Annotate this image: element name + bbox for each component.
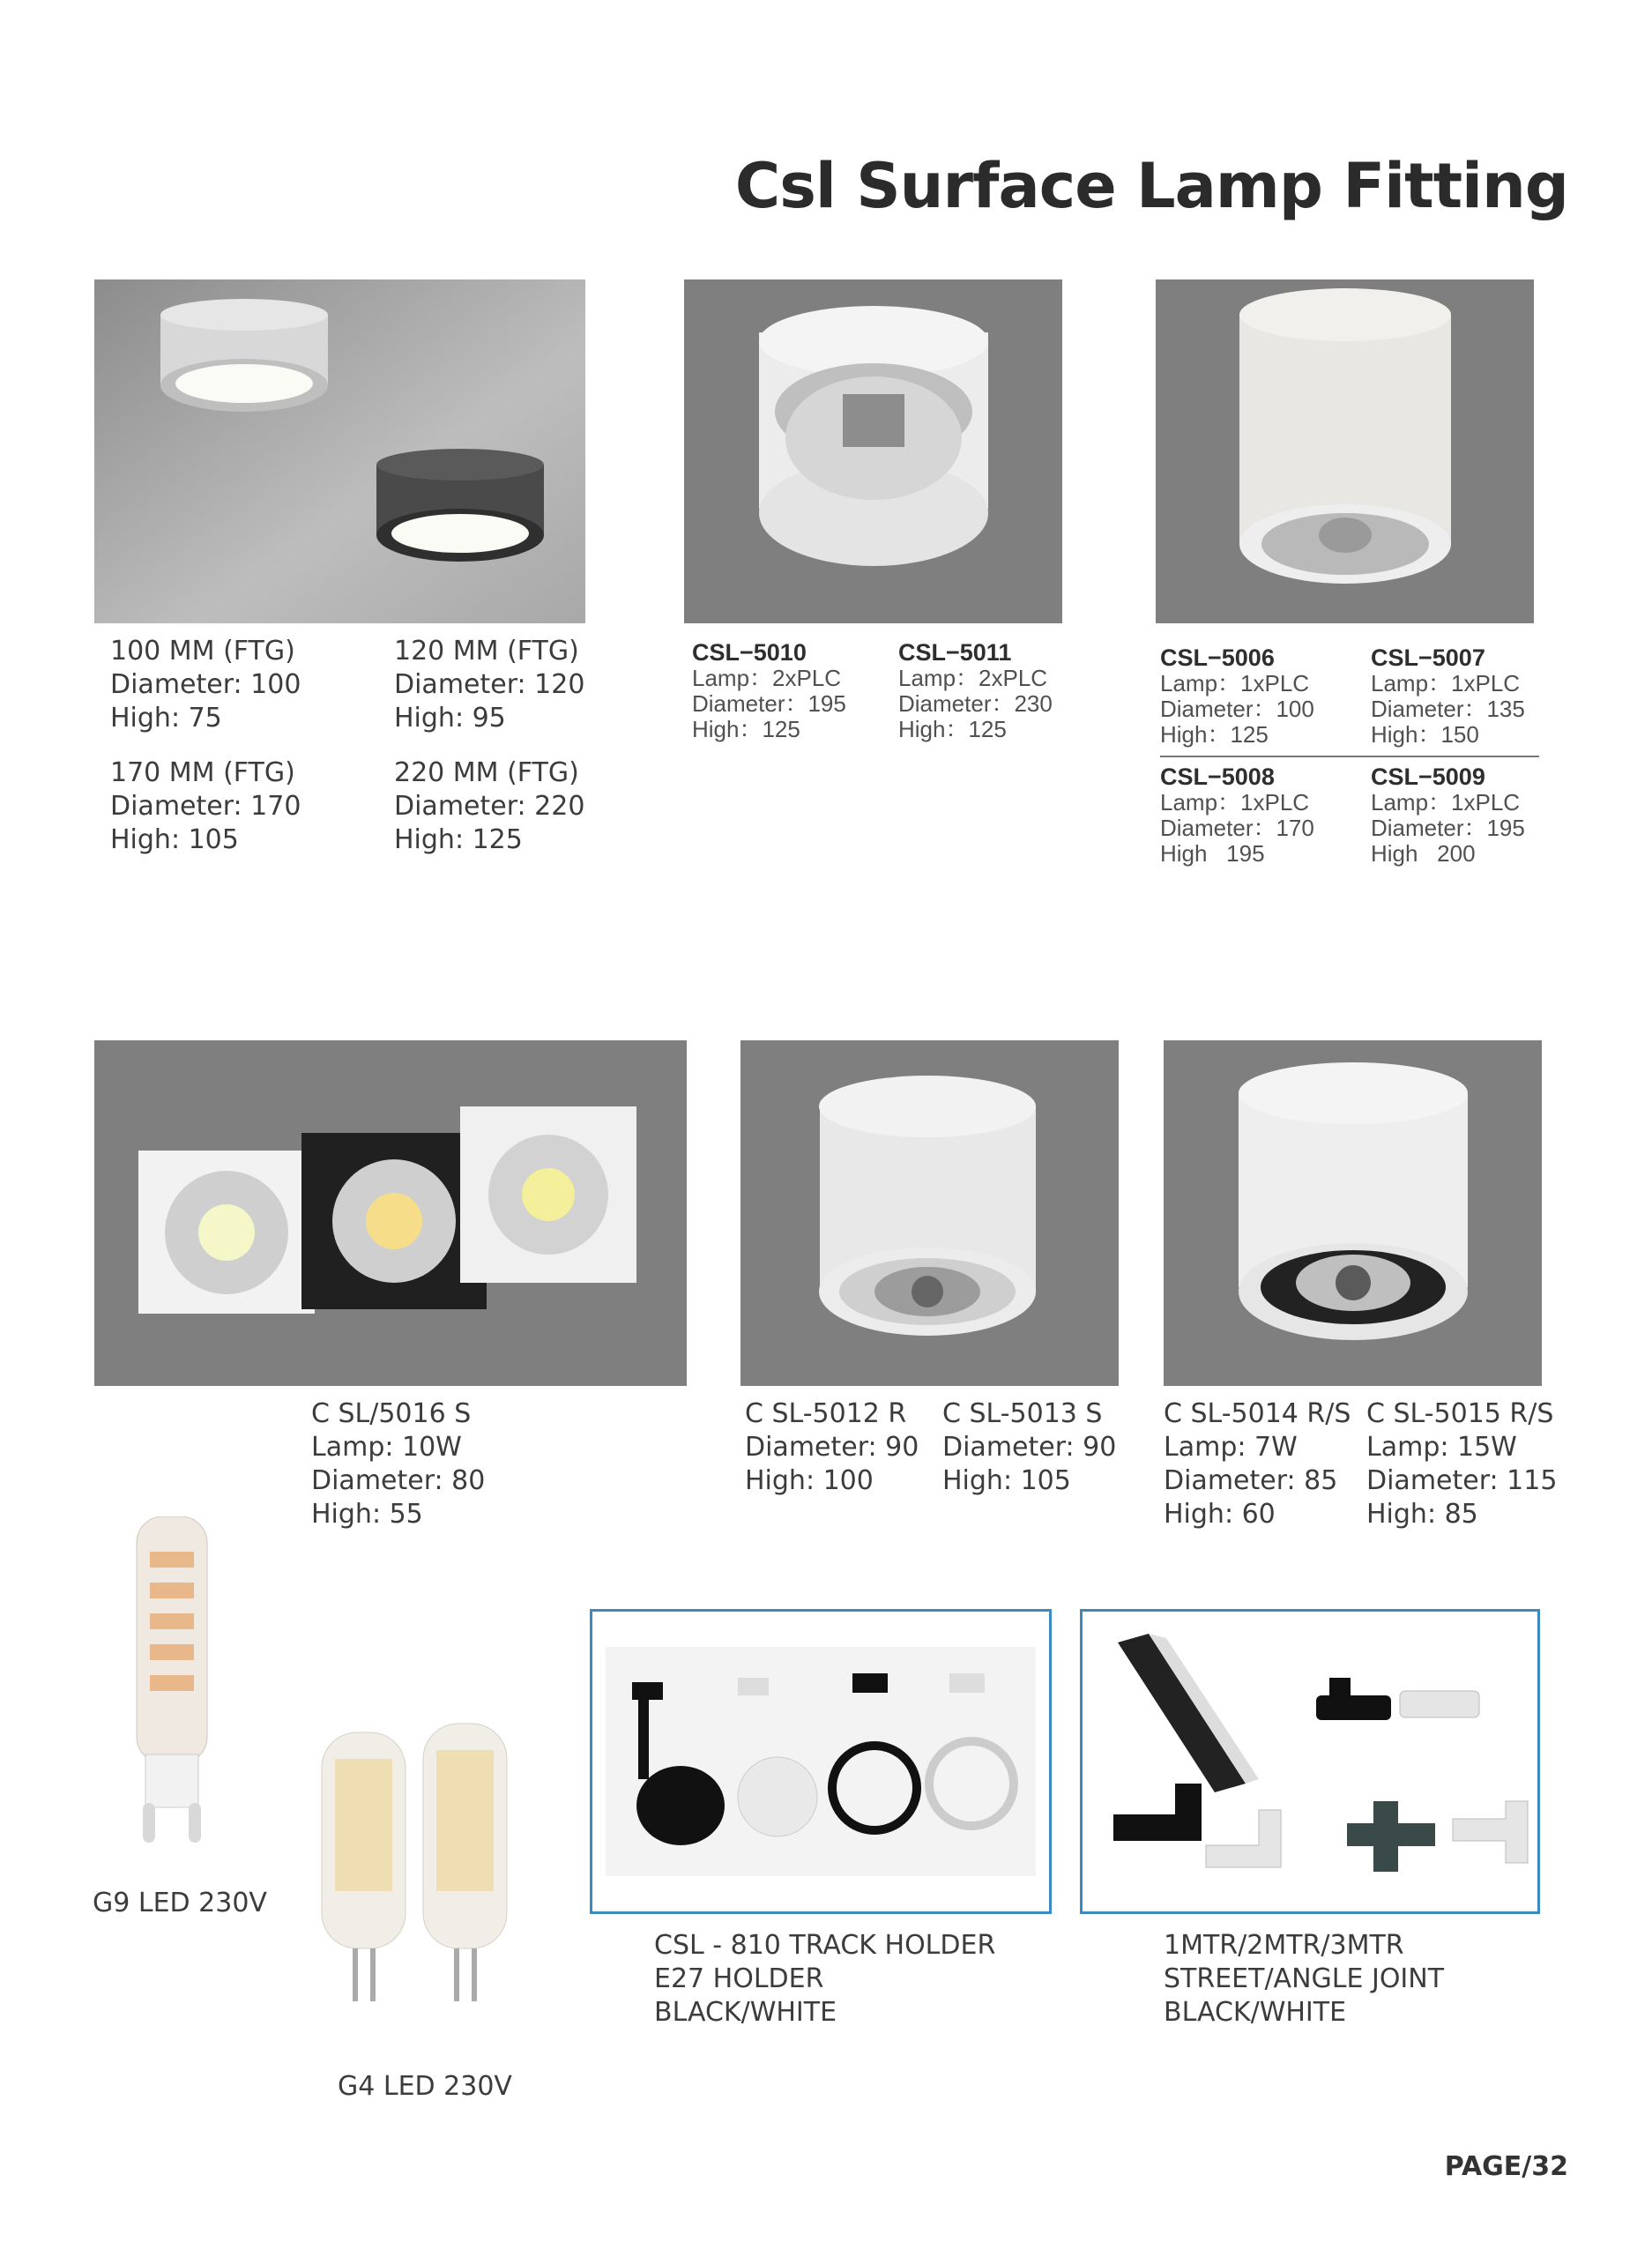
spec-csl-5013 [942, 1397, 1116, 1498]
spec-high: High：150 [1371, 721, 1479, 748]
spec-diameter: Diameter：195 [1371, 815, 1525, 841]
spec-diameter: Diameter: 120 [394, 669, 585, 700]
spec-csl-5007 [1371, 645, 1525, 748]
frame-track-rail [1080, 1609, 1540, 1914]
spec-diameter: Diameter: 90 [942, 1432, 1117, 1463]
frame-track-holder [590, 1609, 1052, 1914]
spec-diameter: Diameter：195 [692, 690, 846, 717]
spec-high: High: 75 [110, 703, 222, 734]
caption-line: CSL - 810 TRACK HOLDER [654, 1930, 996, 1961]
spec-code: CSL−5010 [692, 639, 807, 666]
spec-diameter: Diameter：135 [1371, 696, 1525, 722]
photo-g4-bulbs [313, 1719, 516, 2010]
spec-high: High：125 [1160, 721, 1269, 748]
spec-name: 100 MM (FTG) [110, 636, 295, 667]
spec-code: CSL−5009 [1371, 764, 1485, 790]
spec-code: C SL-5013 S [942, 1398, 1103, 1429]
spec-diameter: Diameter：100 [1160, 696, 1314, 722]
spec-high: High: 105 [942, 1465, 1071, 1496]
spec-diameter: Diameter: 115 [1366, 1465, 1558, 1496]
spec-name: 120 MM (FTG) [394, 636, 579, 667]
spec-high: High: 95 [394, 703, 506, 734]
caption-line: 1MTR/2MTR/3MTR [1164, 1930, 1404, 1961]
spec-diameter: Diameter: 100 [110, 669, 301, 700]
spec-ftg-120 [394, 635, 584, 735]
spec-diameter: Diameter: 220 [394, 791, 585, 822]
spec-high: High: 85 [1366, 1499, 1478, 1530]
spec-diameter: Diameter：170 [1160, 815, 1314, 841]
caption-line: BLACK/WHITE [654, 1997, 837, 2028]
spec-code: C SL/5016 S [311, 1398, 472, 1429]
spec-lamp: Lamp: 15W [1366, 1432, 1517, 1463]
spec-csl-5009 [1371, 764, 1525, 867]
spec-csl-5010 [692, 640, 846, 742]
spec-high: High: 55 [311, 1499, 423, 1530]
page-title: Csl Surface Lamp Fitting [734, 150, 1568, 222]
spec-csl-5011 [898, 640, 1053, 742]
spec-lamp: Lamp: 10W [311, 1432, 462, 1463]
spec-csl-5006 [1160, 645, 1314, 748]
spec-lamp: Lamp：1xPLC [1371, 670, 1521, 696]
spec-code: CSL−5008 [1160, 764, 1275, 790]
spec-code: CSL−5007 [1371, 644, 1485, 671]
spec-code: C SL-5014 R/S [1164, 1398, 1351, 1429]
spec-name: 220 MM (FTG) [394, 757, 579, 788]
spec-csl-5008 [1160, 764, 1314, 867]
spec-code: C SL-5015 R/S [1366, 1398, 1554, 1429]
spec-name: 170 MM (FTG) [110, 757, 295, 788]
photo-csl-5006 [1156, 279, 1534, 623]
photo-csl-5016-square [94, 1040, 687, 1386]
spec-high: High 195 [1160, 840, 1265, 867]
photo-csl-5010 [684, 279, 1062, 623]
spec-ftg-220 [394, 756, 584, 857]
spec-ftg-170 [110, 756, 301, 857]
spec-high: High 200 [1371, 840, 1476, 867]
spec-divider [1160, 756, 1539, 757]
spec-diameter: Diameter: 80 [311, 1465, 486, 1496]
spec-csl-5014 [1164, 1397, 1351, 1531]
spec-ftg-100 [110, 635, 301, 735]
photo-ftg-downlights [94, 279, 585, 623]
caption-line: BLACK/WHITE [1164, 1997, 1347, 2028]
spec-high: High: 60 [1164, 1499, 1276, 1530]
spec-diameter: Diameter: 170 [110, 791, 301, 822]
label-g9-led: G9 LED 230V [93, 1888, 267, 1918]
spec-high: High: 105 [110, 824, 239, 855]
label-g4-led: G4 LED 230V [338, 2071, 512, 2102]
photo-csl-5014-5015 [1164, 1040, 1542, 1386]
spec-code: CSL−5006 [1160, 644, 1275, 671]
spec-diameter: Diameter: 85 [1164, 1465, 1338, 1496]
photo-csl-5012-5013 [740, 1040, 1119, 1386]
spec-csl-5015 [1366, 1397, 1557, 1531]
spec-csl-5012 [745, 1397, 919, 1498]
spec-lamp: Lamp：1xPLC [1160, 670, 1310, 696]
spec-high: High: 125 [394, 824, 523, 855]
spec-high: High：125 [692, 716, 800, 742]
spec-diameter: Diameter：230 [898, 690, 1053, 717]
spec-lamp: Lamp：2xPLC [692, 665, 842, 691]
spec-lamp: Lamp: 7W [1164, 1432, 1298, 1463]
photo-g9-bulb [123, 1516, 220, 1851]
spec-code: C SL-5012 R [745, 1398, 907, 1429]
caption-line: E27 HOLDER [654, 1963, 824, 1994]
spec-diameter: Diameter: 90 [745, 1432, 919, 1463]
spec-lamp: Lamp：1xPLC [1371, 789, 1521, 816]
caption-track-rail [1164, 1929, 1444, 2030]
page-number: PAGE/32 [1444, 2151, 1568, 2182]
spec-csl-5016 [311, 1397, 485, 1531]
spec-lamp: Lamp：1xPLC [1160, 789, 1310, 816]
caption-line: STREET/ANGLE JOINT [1164, 1963, 1445, 1994]
spec-lamp: Lamp：2xPLC [898, 665, 1048, 691]
spec-high: High: 100 [745, 1465, 874, 1496]
spec-high: High：125 [898, 716, 1007, 742]
spec-code: CSL−5011 [898, 639, 1012, 666]
caption-track-holder [654, 1929, 995, 2030]
